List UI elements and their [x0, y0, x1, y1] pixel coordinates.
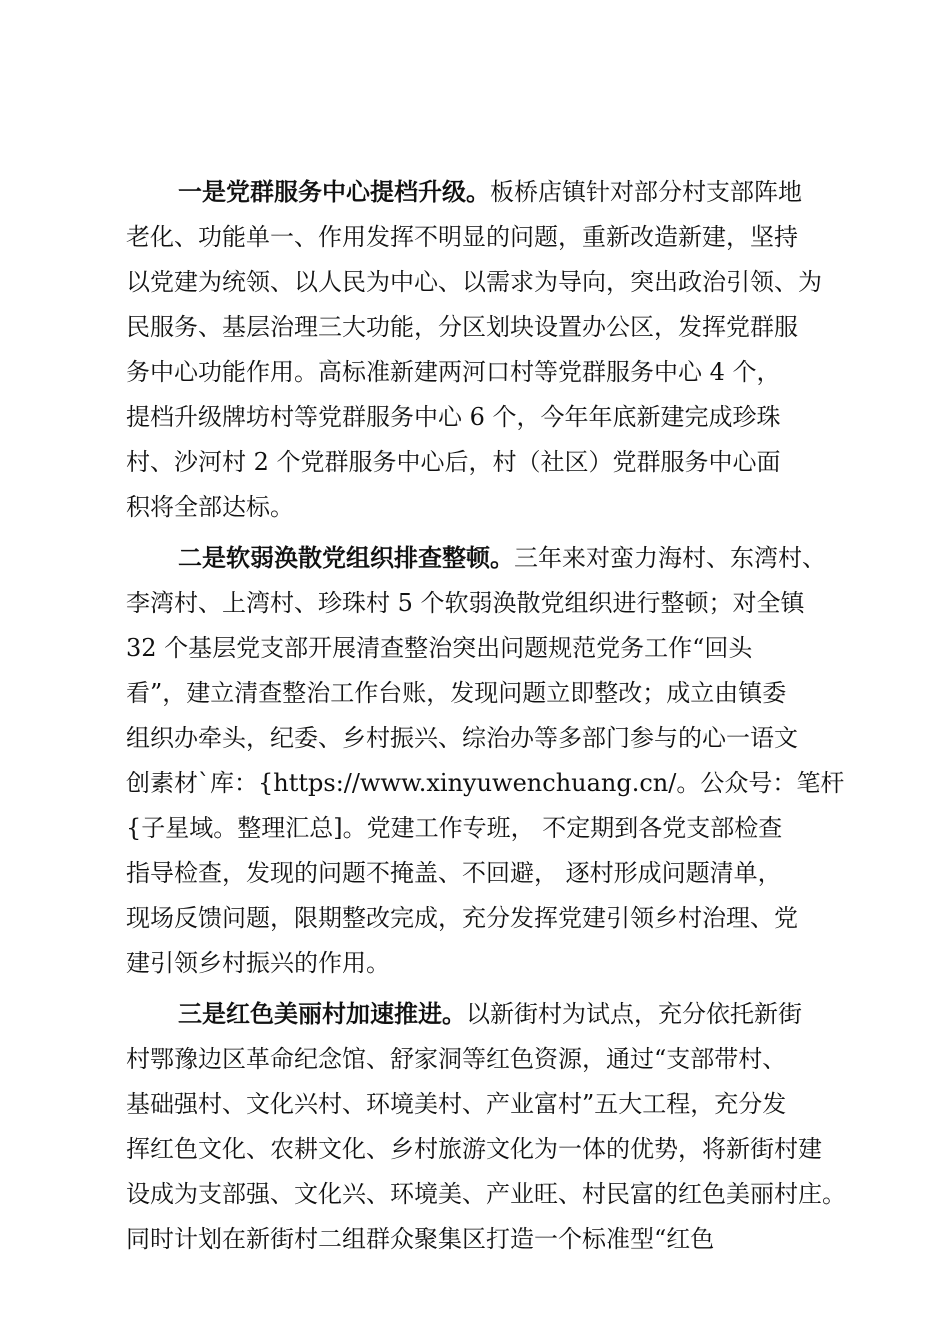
paragraph-line: {子星域。整理汇总]。党建工作专班， 不定期到各党支部检查: [126, 814, 783, 842]
paragraph-heading: 一是党群服务中心提档升级。: [178, 178, 490, 206]
paragraph-line: 板桥店镇针对部分村支部阵地: [490, 178, 802, 206]
paragraph-line: 民服务、基层治理三大功能，分区划块设置办公区，发挥党群服: [126, 313, 798, 341]
paragraph-heading: 二是软弱涣散党组织排查整顿。: [178, 544, 514, 572]
paragraph-line: 积将全部达标。: [126, 493, 294, 521]
paragraph-line: 村、沙河村 2 个党群服务中心后，村（社区）党群服务中心面: [126, 448, 781, 476]
paragraph-line: 挥红色文化、农耕文化、乡村旅游文化为一体的优势，将新街村建: [126, 1135, 822, 1163]
paragraph-2: [126, 536, 856, 986]
paragraph-first-line: [126, 170, 856, 215]
document-body: [126, 170, 856, 1268]
paragraph-line: 32 个基层党支部开展清查整治突出问题规范党务工作“回头: [126, 634, 753, 662]
paragraph-line: 三年来对蛮力海村、东湾村、: [514, 544, 826, 572]
paragraph-heading: 三是红色美丽村加速推进。: [178, 1000, 466, 1028]
paragraph-line: 老化、功能单一、作用发挥不明显的问题，重新改造新建，坚持: [126, 223, 798, 251]
paragraph-line: 李湾村、上湾村、珍珠村 5 个软弱涣散党组织进行整顿；对全镇: [126, 589, 805, 617]
paragraph-1: [126, 170, 856, 530]
paragraph-line: 设成为支部强、文化兴、环境美、产业旺、村民富的红色美丽村庄。: [126, 1180, 846, 1208]
paragraph-line: 务中心功能作用。高标准新建两河口村等党群服务中心 4 个，: [126, 358, 781, 386]
paragraph-line: 提档升级牌坊村等党群服务中心 6 个，今年年底新建完成珍珠: [126, 403, 781, 431]
paragraph-first-line: [126, 536, 856, 581]
paragraph-first-line: [126, 992, 856, 1037]
paragraph-line: 建引领乡村振兴的作用。: [126, 949, 390, 977]
paragraph-line: 看”，建立清查整治工作台账，发现问题立即整改；成立由镇委: [126, 679, 787, 707]
paragraph-line: 村鄂豫边区革命纪念馆、舒家洞等红色资源，通过“支部带村、: [126, 1045, 787, 1073]
paragraph-line: 基础强村、文化兴村、环境美村、产业富村”五大工程，充分发: [126, 1090, 787, 1118]
paragraph-line: 现场反馈问题，限期整改完成，充分发挥党建引领乡村治理、党: [126, 904, 798, 932]
paragraph-line: 创素材`库：{https://www.xinyuwenchuang.cn/。公众号：笔杆: [126, 769, 845, 797]
paragraph-line: 指导检查，发现的问题不掩盖、不回避， 逐村形成问题清单，: [126, 859, 782, 887]
paragraph-line: 以新街村为试点，充分依托新街: [466, 1000, 802, 1028]
paragraph-line: 组织办牵头，纪委、乡村振兴、综治办等多部门参与的心一语文: [126, 724, 798, 752]
paragraph-line: 以党建为统领、以人民为中心、以需求为导向，突出政治引领、为: [126, 268, 822, 296]
paragraph-line: 同时计划在新街村二组群众聚集区打造一个标准型“红色: [126, 1225, 715, 1253]
paragraph-3: [126, 992, 856, 1262]
